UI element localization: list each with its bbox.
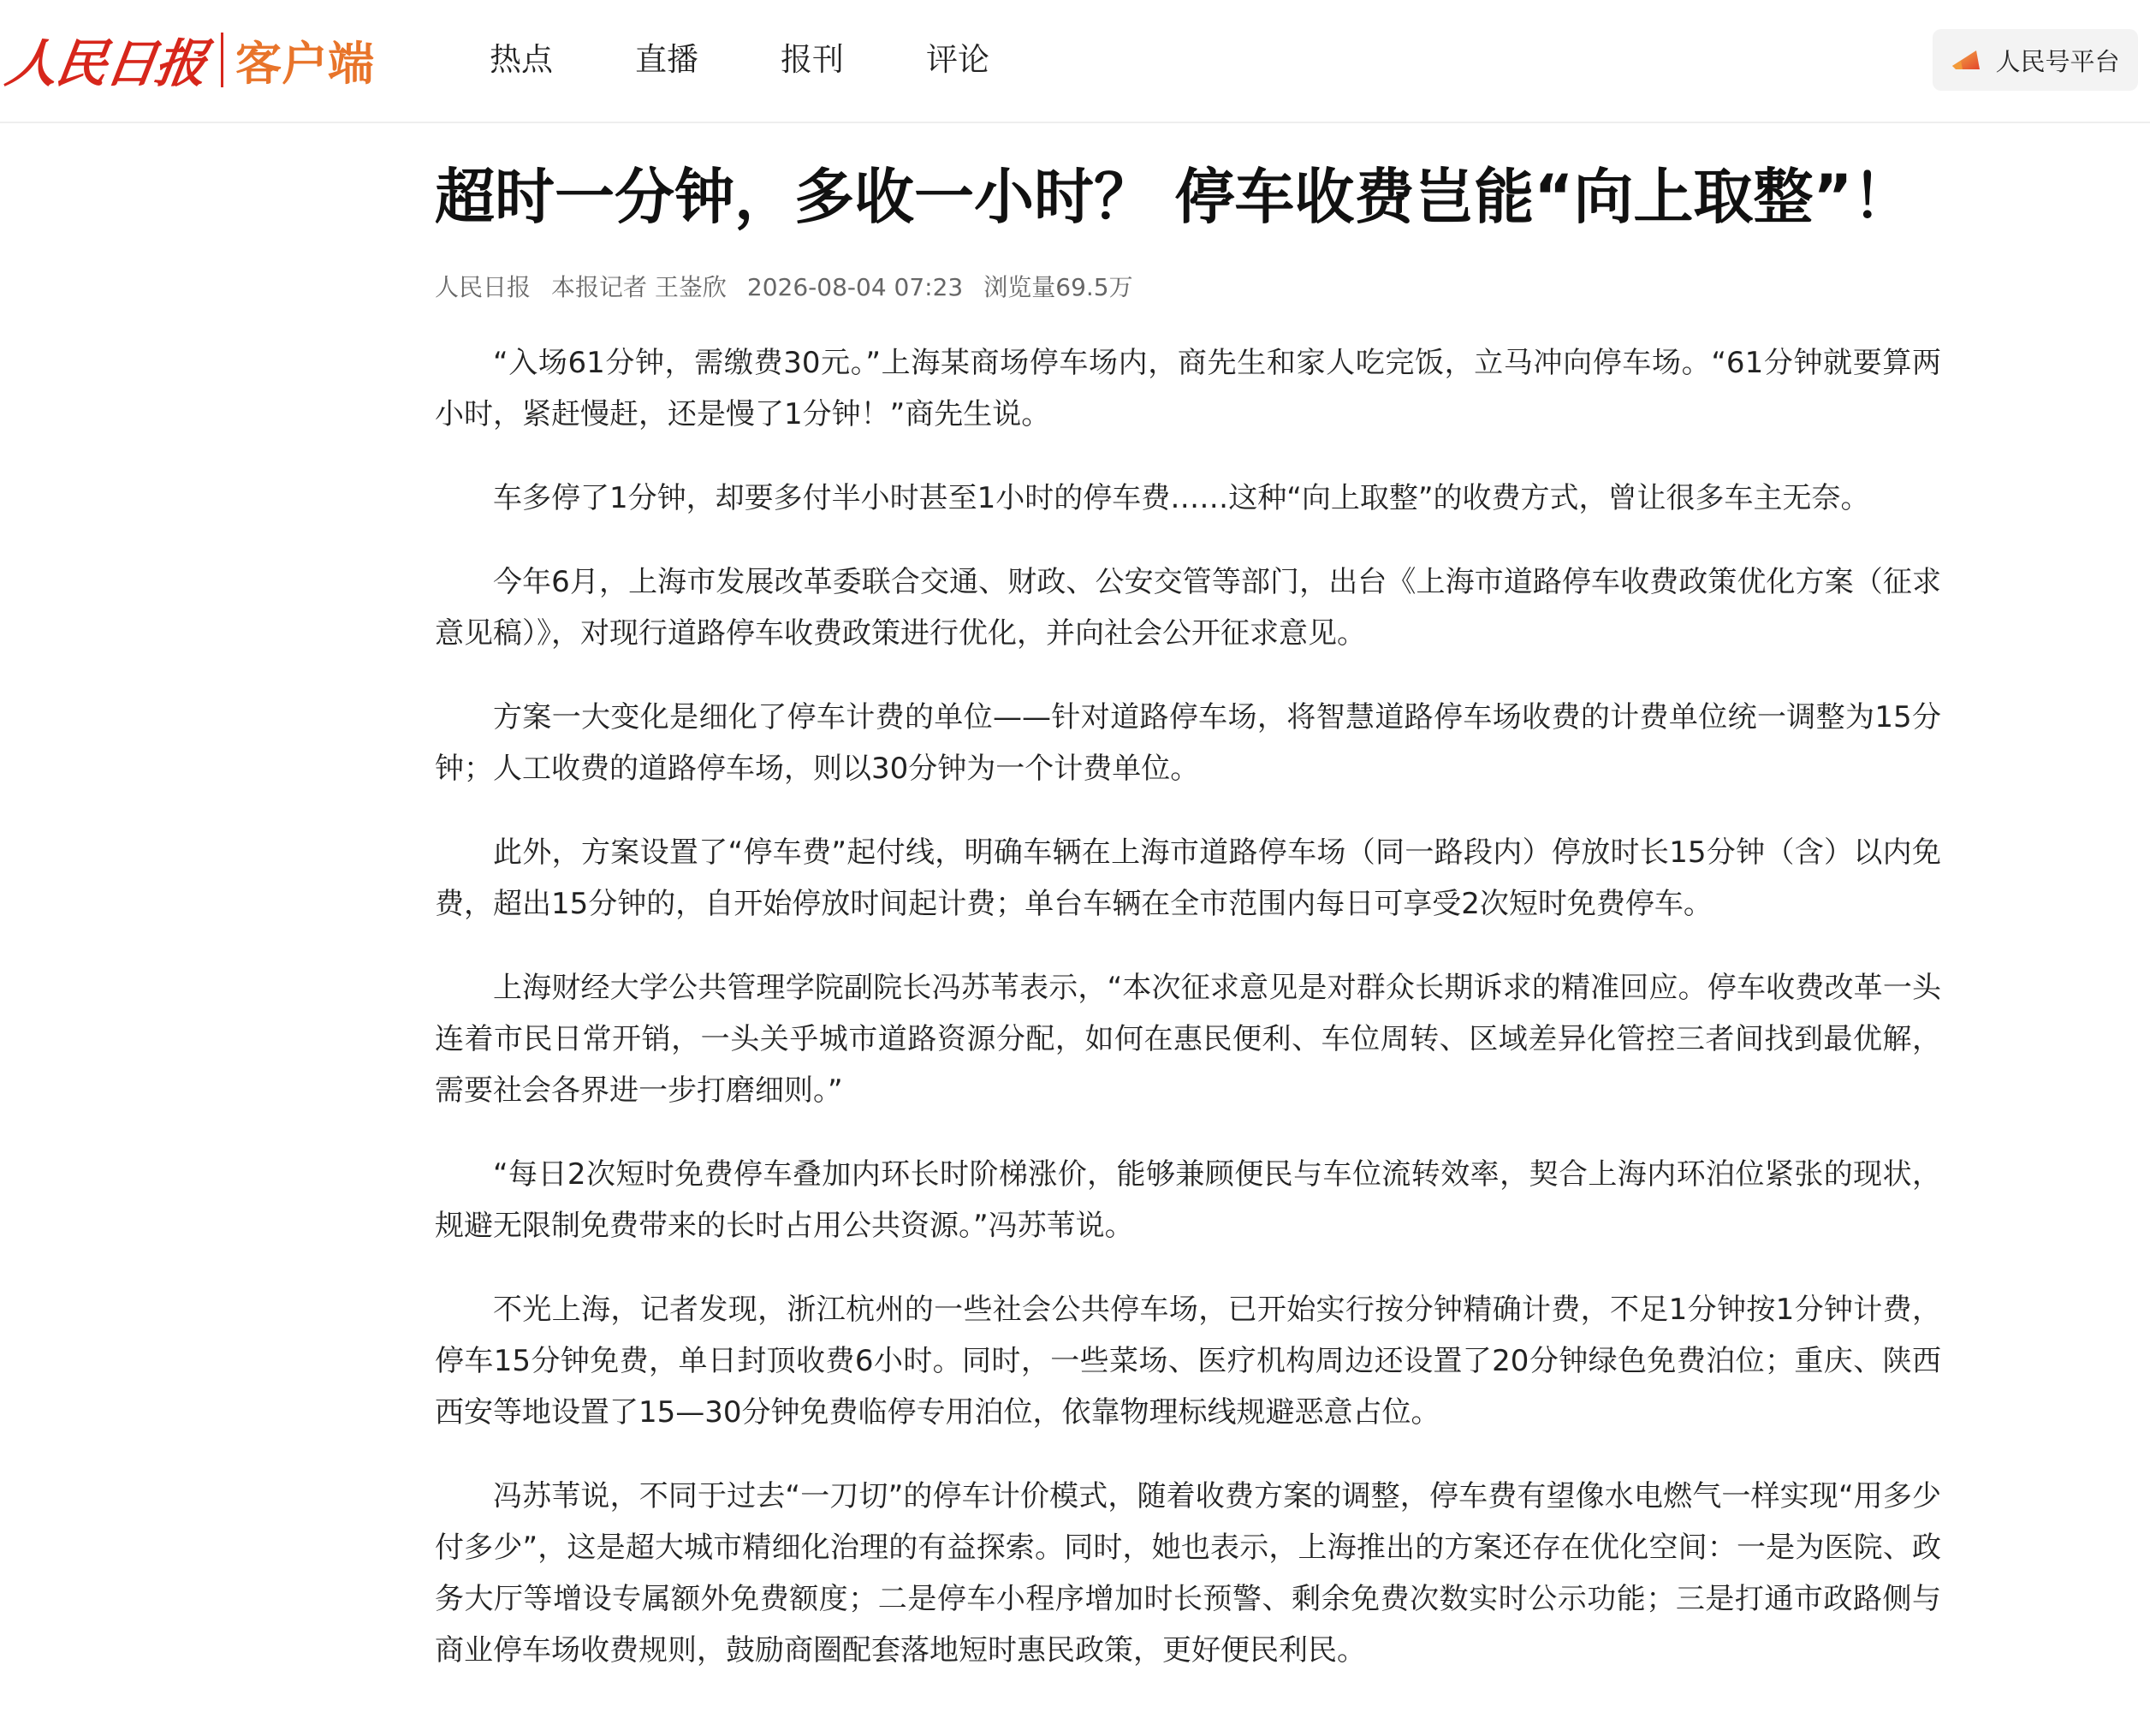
- megaphone-icon: [1951, 47, 1985, 73]
- article-views: 浏览量69.5万: [983, 273, 1133, 301]
- article-datetime: 2026-08-04 07:23: [746, 273, 964, 301]
- site-logo[interactable]: [2, 26, 374, 94]
- article: [435, 152, 1941, 1709]
- nav-item-live[interactable]: 直播: [635, 41, 698, 78]
- nav-item-newspaper[interactable]: 报刊: [781, 41, 844, 78]
- article-meta: [435, 271, 1941, 305]
- article-paragraph: “每日2次短时免费停车叠加内环长时阶梯涨价，能够兼顾便民与车位流转效率，契合上海内环泊位紧张的现状，规避无限制免费带来的长时占用公共资源。”冯苏苇说。: [435, 1157, 1941, 1243]
- logo-brand-text: 人民日报: [2, 34, 210, 94]
- logo-sub-text: 客户端: [235, 36, 374, 91]
- article-paragraph: 此外，方案设置了“停车费”起付线，明确车辆在上海市道路停车场（同一路段内）停放时长15分钟（含）以内免费，超出15分钟的，自开始停放时间起计费；单台车辆在全市范围内每日可享受2次短时免费停车。: [435, 835, 1941, 921]
- top-header: [0, 0, 2150, 123]
- article-paragraph: 今年6月，上海市发展改革委联合交通、财政、公安交管等部门，出台《上海市道路停车收费政策优化方案（征求意见稿）》，对现行道路停车收费政策进行优化，并向社会公开征求意见。: [435, 565, 1941, 651]
- article-paragraph: 车多停了1分钟，却要多付半小时甚至1小时的停车费……这种“向上取整”的收费方式，曾让很多车主无奈。: [493, 481, 1870, 515]
- article-paragraph: 上海财经大学公共管理学院副院长冯苏苇表示，“本次征求意见是对群众长期诉求的精准回应。停车收费改革一头连着市民日常开销，一头关乎城市道路资源分配，如何在惠民便利、车位周转、区域差异化管控三者间找到最优解，需要社会各界进一步打磨细则。”: [435, 971, 1941, 1108]
- nav-item-hot[interactable]: 热点: [490, 41, 553, 78]
- article-title: 超时一分钟，多收一小时？ 停车收费岂能“向上取整”！: [435, 162, 1913, 232]
- platform-label: 人民号平台: [1995, 46, 2120, 76]
- logo-divider: [221, 33, 223, 87]
- article-paragraph: 方案一大变化是细化了停车计费的单位——针对道路停车场，将智慧道路停车场收费的计费单位统一调整为15分钟；人工收费的道路停车场，则以30分钟为一个计费单位。: [435, 700, 1941, 786]
- article-author: 本报记者 王崟欣: [551, 273, 727, 301]
- nav-item-comment[interactable]: 评论: [926, 41, 989, 78]
- article-body: [435, 337, 1941, 1676]
- article-paragraph: “入场61分钟，需缴费30元。”上海某商场停车场内，商先生和家人吃完饭，立马冲向停车场。“61分钟就要算两小时，紧赶慢赶，还是慢了1分钟！”商先生说。: [435, 346, 1941, 431]
- platform-button[interactable]: [1933, 29, 2138, 91]
- article-paragraph: 冯苏苇说，不同于过去“一刀切”的停车计价模式，随着收费方案的调整，停车费有望像水电燃气一样实现“用多少付多少”，这是超大城市精细化治理的有益探索。同时，她也表示，上海推出的方案还存在优化空间：一是为医院、政务大厅等增设专属额外免费额度；二是停车小程序增加时长预警、剩余免费次数实时公示功能；三是打通市政路侧与商业停车场收费规则，鼓励商圈配套落地短时惠民政策，更好便民利民。: [435, 1479, 1941, 1668]
- article-paragraph: 不光上海，记者发现，浙江杭州的一些社会公共停车场，已开始实行按分钟精确计费，不足1分钟按1分钟计费，停车15分钟免费，单日封顶收费6小时。同时，一些菜场、医疗机构周边还设置了20分钟绿色免费泊位；重庆、陕西西安等地设置了15—30分钟免费临停专用泊位，依靠物理标线规避恶意占位。: [435, 1293, 1941, 1430]
- article-source: 人民日报: [435, 273, 532, 301]
- main-nav: [490, 34, 1072, 86]
